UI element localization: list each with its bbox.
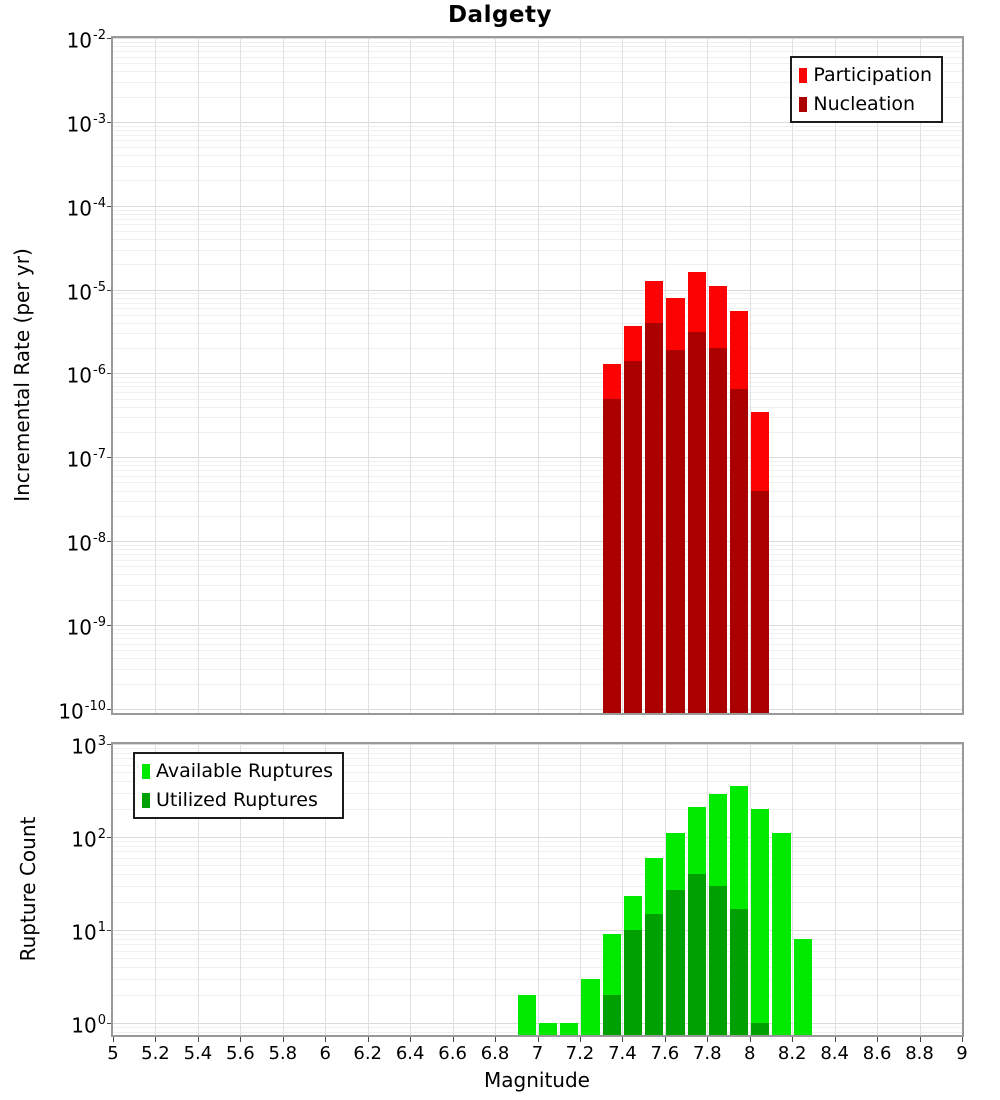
y-tick-label: $10^3$ <box>71 734 106 759</box>
y-tick-label: $10^{-9}$ <box>66 614 106 640</box>
bar-available-ruptures-8 <box>751 809 769 1035</box>
x-tick-mark <box>580 1037 581 1042</box>
x-tick-mark <box>835 1037 836 1042</box>
vertical-gridline <box>240 38 241 713</box>
y-tick-mark <box>107 290 112 291</box>
bar-utilized-ruptures-7.9 <box>730 909 748 1035</box>
bar-available-ruptures-7.2 <box>581 979 599 1035</box>
x-tick-mark <box>665 1037 666 1042</box>
y-tick-label: $10^{-4}$ <box>66 195 106 221</box>
x-tick-label: 5.4 <box>183 1043 213 1064</box>
y-tick-mark <box>107 744 112 745</box>
y-tick-label: $10^{-10}$ <box>58 698 106 724</box>
y-axis-title-top: Incremental Rate (per yr) <box>10 248 34 502</box>
bar-utilized-ruptures-7.6 <box>666 890 684 1035</box>
y-tick-label: $10^{-2}$ <box>66 28 106 53</box>
vertical-gridline <box>495 38 496 713</box>
nucleation-swatch <box>799 97 807 112</box>
bar-utilized-ruptures-7.7 <box>688 874 706 1035</box>
x-tick-mark <box>410 1037 411 1042</box>
legend-label-utilized-ruptures: Utilized Ruptures <box>156 789 318 811</box>
x-tick-mark <box>920 1037 921 1042</box>
x-tick-label: 9 <box>956 1043 968 1064</box>
x-tick-label: 8.6 <box>862 1043 892 1064</box>
vertical-gridline <box>877 744 878 1035</box>
bar-nucleation-8 <box>751 491 769 713</box>
legend-item-utilized-ruptures <box>142 788 333 812</box>
x-tick-label: 7.4 <box>608 1043 637 1064</box>
bar-nucleation-7.8 <box>709 348 727 713</box>
bar-nucleation-7.5 <box>645 323 663 713</box>
vertical-gridline <box>410 744 411 1035</box>
legend-item-participation <box>799 63 932 87</box>
x-tick-mark <box>707 1037 708 1042</box>
y-tick-label: $10^{-7}$ <box>66 447 106 472</box>
x-tick-mark <box>495 1037 496 1042</box>
y-tick-mark <box>107 38 112 39</box>
x-tick-mark <box>877 1037 878 1042</box>
x-tick-mark <box>792 1037 793 1042</box>
x-tick-label: 5 <box>107 1043 119 1064</box>
available-ruptures-swatch <box>142 764 150 779</box>
y-axis-title-bottom: Rupture Count <box>16 816 40 962</box>
vertical-gridline <box>453 38 454 713</box>
x-tick-mark <box>113 1037 114 1042</box>
x-tick-label: 7.6 <box>650 1043 680 1064</box>
x-tick-mark <box>622 1037 623 1042</box>
x-tick-mark <box>240 1037 241 1042</box>
vertical-gridline <box>920 38 921 713</box>
y-tick-label: $10^1$ <box>71 919 106 945</box>
vertical-gridline <box>155 38 156 713</box>
vertical-gridline <box>453 744 454 1035</box>
bar-available-ruptures-7.1 <box>560 1023 578 1035</box>
vertical-gridline <box>538 38 539 713</box>
vertical-gridline <box>538 744 539 1035</box>
x-tick-mark <box>538 1037 539 1042</box>
y-tick-label: $10^{-5}$ <box>66 279 106 305</box>
legend-item-nucleation <box>799 92 932 116</box>
x-tick-label: 5.8 <box>268 1043 298 1064</box>
y-tick-mark <box>107 837 112 838</box>
bar-available-ruptures-6.9 <box>518 995 536 1035</box>
x-tick-mark <box>325 1037 326 1042</box>
x-tick-label: 8.4 <box>820 1043 849 1064</box>
legend-label-participation: Participation <box>813 64 932 86</box>
bar-utilized-ruptures-7.3 <box>603 995 621 1035</box>
bar-utilized-ruptures-8 <box>751 1023 769 1035</box>
vertical-gridline <box>368 38 369 713</box>
bar-nucleation-7.7 <box>688 332 706 713</box>
y-tick-mark <box>107 373 112 374</box>
bar-nucleation-7.4 <box>624 361 642 713</box>
y-tick-label: $10^2$ <box>71 826 106 852</box>
y-tick-mark <box>107 1023 112 1024</box>
x-tick-label: 5.2 <box>141 1043 170 1064</box>
x-tick-label: 8.8 <box>905 1043 934 1064</box>
bottom-panel-plot-area <box>113 744 962 1035</box>
x-tick-label: 7.8 <box>692 1043 722 1064</box>
x-tick-label: 6.6 <box>438 1043 467 1064</box>
vertical-gridline <box>877 38 878 713</box>
bar-nucleation-7.9 <box>730 389 748 713</box>
x-tick-mark <box>750 1037 751 1042</box>
vertical-gridline <box>495 744 496 1035</box>
x-tick-mark <box>368 1037 369 1042</box>
x-tick-mark <box>155 1037 156 1042</box>
bar-utilized-ruptures-7.5 <box>645 914 663 1035</box>
bar-available-ruptures-8.2 <box>794 939 812 1035</box>
x-tick-label: 6.8 <box>480 1043 510 1064</box>
bar-nucleation-7.6 <box>666 350 684 713</box>
y-tick-mark <box>107 709 112 710</box>
y-tick-label: $10^{-3}$ <box>66 111 106 137</box>
y-tick-mark <box>107 206 112 207</box>
x-tick-mark <box>283 1037 284 1042</box>
vertical-gridline <box>792 38 793 713</box>
x-tick-label: 5.6 <box>226 1043 255 1064</box>
chart-title: Dalgety <box>447 2 553 28</box>
y-tick-label: $10^{-6}$ <box>66 363 106 389</box>
bar-available-ruptures-8.1 <box>772 833 790 1035</box>
legend-label-available-ruptures: Available Ruptures <box>156 760 333 782</box>
utilized-ruptures-swatch <box>142 793 150 808</box>
x-tick-label: 8 <box>744 1043 756 1064</box>
bar-utilized-ruptures-7.8 <box>709 886 727 1035</box>
y-tick-label: $10^0$ <box>71 1012 106 1038</box>
y-tick-mark <box>107 122 112 123</box>
y-tick-mark <box>107 541 112 542</box>
vertical-gridline <box>368 744 369 1035</box>
x-tick-label: 8.2 <box>777 1043 807 1064</box>
x-tick-label: 7.2 <box>565 1043 595 1064</box>
x-tick-label: 6 <box>319 1043 331 1064</box>
bar-nucleation-7.3 <box>603 399 621 713</box>
legend-label-nucleation: Nucleation <box>813 93 916 115</box>
legend-item-available-ruptures <box>142 759 333 783</box>
vertical-gridline <box>835 38 836 713</box>
vertical-gridline <box>198 38 199 713</box>
y-tick-mark <box>107 457 112 458</box>
vertical-gridline <box>325 38 326 713</box>
participation-swatch <box>799 68 807 83</box>
vertical-gridline <box>283 38 284 713</box>
legend-bottom <box>133 752 344 819</box>
x-tick-mark <box>453 1037 454 1042</box>
y-tick-mark <box>107 930 112 931</box>
x-tick-mark <box>198 1037 199 1042</box>
vertical-gridline <box>920 744 921 1035</box>
vertical-gridline <box>410 38 411 713</box>
x-tick-label: 7 <box>531 1043 544 1064</box>
x-axis-title: Magnitude <box>484 1068 590 1092</box>
vertical-gridline <box>835 744 836 1035</box>
top-panel-plot-area <box>113 38 962 713</box>
bar-utilized-ruptures-7.4 <box>624 930 642 1035</box>
legend-top <box>790 56 943 123</box>
y-tick-mark <box>107 625 112 626</box>
x-tick-label: 6.2 <box>353 1043 383 1064</box>
x-tick-mark <box>962 1037 963 1042</box>
vertical-gridline <box>580 38 581 713</box>
bar-available-ruptures-7 <box>539 1023 557 1035</box>
x-tick-label: 6.4 <box>395 1043 425 1064</box>
y-tick-label: $10^{-8}$ <box>66 531 106 556</box>
